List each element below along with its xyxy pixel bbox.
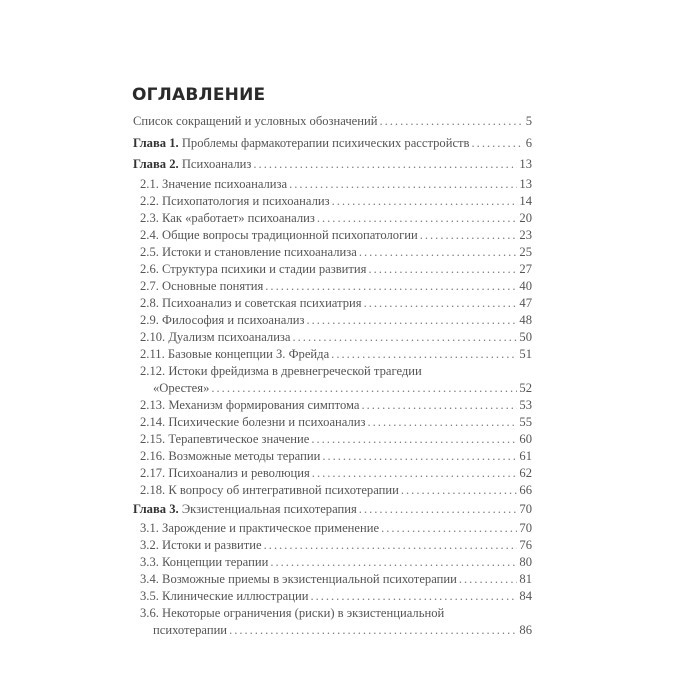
toc-entry[interactable] [133,261,532,278]
dot-leader [472,133,524,155]
toc-page-number: 70 [519,521,532,535]
toc-entry-title: 2.10. Дуализм психоанализа [140,329,291,344]
toc-entry[interactable] [133,482,532,499]
toc-entry-title: Список сокращений и условных обозначений [133,114,378,128]
toc-page-number: 51 [519,346,532,361]
toc-entry-title [133,133,470,155]
toc-page-number: 48 [519,312,532,327]
toc-entry[interactable] [133,554,532,571]
toc-page-number: 86 [519,623,532,637]
toc-page-number: 40 [519,278,532,293]
toc-page-number: 81 [519,572,532,586]
toc-page-number: 61 [519,448,532,463]
dot-leader [364,295,518,312]
toc-page-number: 70 [519,501,532,516]
toc-entry-title: 2.18. К вопросу об интегративной психотерапии [140,482,399,497]
dot-leader [306,312,517,329]
chapter-title: Экзистенциальная психотерапия [181,501,357,516]
toc-entry[interactable] [133,210,532,227]
toc-page-number: 23 [519,227,532,242]
toc-entry-title: 2.13. Механизм формирования симптома [140,397,360,412]
toc-entry[interactable] [133,193,532,210]
toc-page-number: 80 [519,555,532,569]
toc-entry[interactable] [133,571,532,588]
toc-entry[interactable] [133,244,532,261]
toc-page-number: 55 [519,414,532,429]
toc-page-number: 60 [519,431,532,446]
toc-entry-continuation[interactable] [133,380,532,397]
toc-page-number: 84 [519,589,532,603]
toc-entry[interactable] [133,414,532,431]
toc-entry-title: 2.7. Основные понятия [140,278,264,293]
toc-page-number: 53 [519,397,532,412]
dot-leader [420,227,518,244]
chapter-label: Глава 2. [133,157,179,171]
toc-entry[interactable] [133,295,532,312]
toc-entry-title: 2.5. Истоки и становление психоанализа [140,244,357,259]
toc-entry-title: 3.4. Возможные приемы в экзистенциальной психотерапии [140,572,457,586]
toc-entry-title: 2.16. Возможные методы терапии [140,448,321,463]
dot-leader [311,431,517,448]
toc-entry[interactable] [133,346,532,363]
toc-page-number: 5 [525,114,532,128]
toc-entry-title: 2.17. Психоанализ и революция [140,465,310,480]
toc-page-number: 20 [519,210,532,225]
dot-leader [322,448,517,465]
toc-entry-title: 3.3. Концепции терапии [140,555,269,569]
toc-page-number: 52 [519,380,532,395]
toc-entry-title: 2.9. Философия и психоанализ [140,312,305,327]
toc-entry-title: 2.14. Психические болезни и психоанализ [140,414,366,429]
chapter-title: Проблемы фармакотерапии психических расстройств [181,135,470,150]
toc-chapter[interactable] [133,154,532,176]
toc-entry-title: 2.6. Структура психики и стадии развития [140,261,367,276]
toc-title: ОГЛАВЛЕНИЕ [132,85,266,105]
toc-entry[interactable] [133,363,532,380]
toc-entry-title: 2.15. Терапевтическое значение [140,431,310,446]
toc-page-number: 25 [519,244,532,259]
toc-entry-title: 2.2. Психопатология и психоанализ [140,193,330,208]
toc-entry[interactable] [133,227,532,244]
chapter-title: Психоанализ [181,157,252,171]
toc-page-number: 6 [525,135,532,150]
dot-leader [459,571,518,588]
dot-leader [211,380,517,397]
toc-page-number: 27 [519,261,532,276]
toc-entry[interactable] [133,312,532,329]
dot-leader [293,329,518,346]
toc-entry[interactable] [133,176,532,193]
dot-leader [379,111,523,133]
toc-entry[interactable] [133,278,532,295]
dot-leader [317,210,518,227]
dot-leader [265,278,517,295]
toc-chapter[interactable] [133,133,532,155]
dot-leader [253,154,517,176]
toc-entry-title: 2.11. Базовые концепции З. Фрейда [140,346,330,361]
toc-page-number: 62 [519,465,532,480]
toc-entry-title: 2.12. Истоки фрейдизма в древнегреческой трагедии [140,363,422,378]
toc-entry[interactable] [133,448,532,465]
toc-entry[interactable] [133,465,532,482]
toc-chapter[interactable] [133,499,532,521]
toc-entry-title: 2.3. Как «работает» психоанализ [140,210,315,225]
toc-page-number: 76 [519,538,532,552]
toc-entry[interactable] [133,520,532,537]
toc-page-number: 47 [519,295,532,310]
dot-leader [332,193,518,210]
toc-page-number: 14 [519,193,532,208]
toc-entry-title: 2.8. Психоанализ и советская психиатрия [140,295,362,310]
toc-entry[interactable] [133,588,532,605]
toc-entry-title-continued: «Орестея» [153,380,210,395]
chapter-label: Глава 3. [133,501,179,516]
dot-leader [310,588,517,605]
toc-entry[interactable] [133,397,532,414]
dot-leader [401,482,518,499]
toc-entry[interactable] [133,431,532,448]
dot-leader [359,244,518,261]
toc-page-number: 13 [519,176,532,191]
dot-leader [270,554,517,571]
dot-leader [264,537,518,554]
toc-entry-title: 2.4. Общие вопросы традиционной психопатологии [140,227,418,242]
toc-entry-title: 3.5. Клинические иллюстрации [140,589,309,603]
toc-entry-continuation[interactable] [133,622,532,639]
toc-entry[interactable] [133,605,532,622]
toc-page-number: 50 [519,329,532,344]
dot-leader [359,499,518,521]
chapter-label: Глава 1. [133,135,179,150]
toc-entry-title: 2.1. Значение психоанализа [140,176,288,191]
toc-entry-title [133,499,357,521]
dot-leader [229,622,517,639]
toc-entry[interactable] [133,537,532,554]
dot-leader [361,397,517,414]
toc-entry-title [133,154,251,176]
dot-leader [368,414,518,431]
dot-leader [312,465,518,482]
toc-entry[interactable] [133,111,532,133]
dot-leader [368,261,517,278]
dot-leader [289,176,517,193]
toc-entry-title: 3.2. Истоки и развитие [140,538,262,552]
toc-page-number: 13 [519,157,532,171]
dot-leader [331,346,517,363]
toc-entry-title: 3.1. Зарождение и практическое применение [140,521,380,535]
table-of-contents [133,111,532,639]
toc-entry-title: 3.6. Некоторые ограничения (риски) в экзистенциальной [140,606,445,620]
toc-page-number: 66 [519,482,532,497]
dot-leader [381,520,517,537]
toc-entry-title-continued: психотерапии [153,623,228,637]
toc-entry[interactable] [133,329,532,346]
